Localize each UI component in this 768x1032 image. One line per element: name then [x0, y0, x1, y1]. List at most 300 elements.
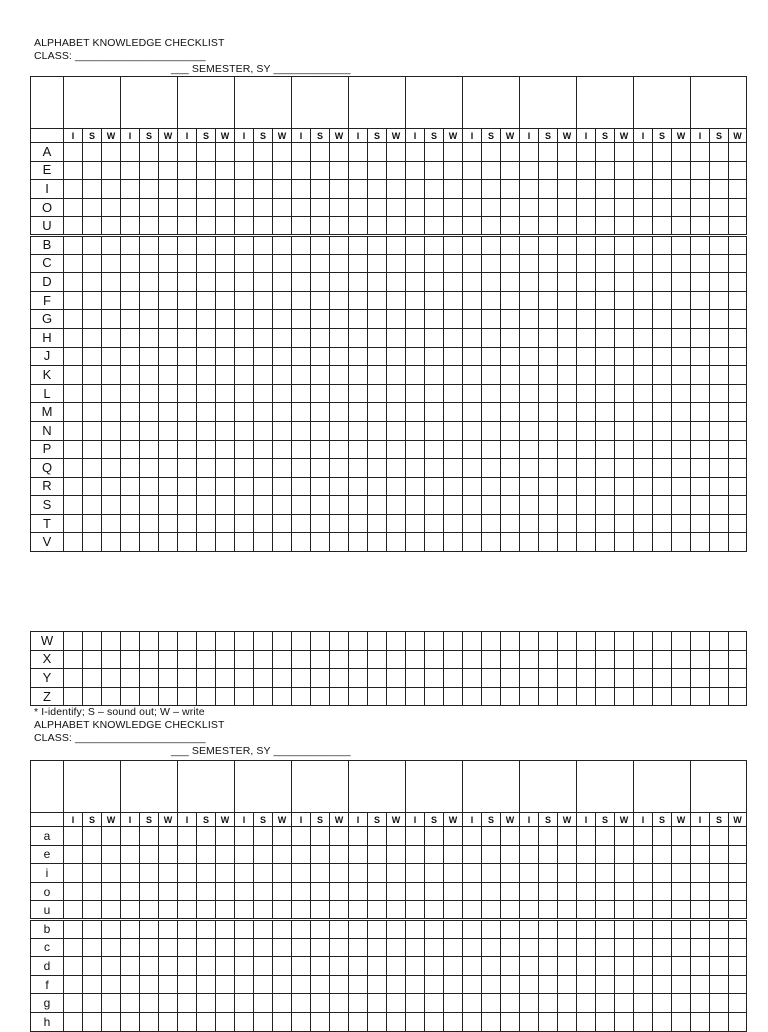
- check-cell: [368, 440, 387, 459]
- check-cell: [463, 366, 482, 385]
- check-cell: [520, 291, 539, 310]
- check-cell: [710, 180, 729, 199]
- check-cell: [387, 347, 406, 366]
- check-cell: [482, 421, 501, 440]
- check-cell: [387, 1012, 406, 1031]
- check-cell: [64, 901, 83, 920]
- check-cell: [387, 366, 406, 385]
- check-cell: [710, 161, 729, 180]
- check-cell: [197, 687, 216, 706]
- check-cell: [64, 310, 83, 329]
- check-cell: [463, 901, 482, 920]
- check-cell: [482, 864, 501, 883]
- check-cell: [634, 403, 653, 422]
- check-cell: [672, 938, 691, 957]
- check-cell: [349, 496, 368, 515]
- check-cell: [273, 217, 292, 236]
- check-cell: [102, 957, 121, 976]
- check-cell: [577, 459, 596, 478]
- check-cell: [653, 533, 672, 552]
- skill-code-header: W: [615, 813, 634, 827]
- check-cell: [729, 254, 747, 273]
- check-cell: [273, 440, 292, 459]
- check-cell: [501, 384, 520, 403]
- check-cell: [653, 864, 672, 883]
- check-cell: [140, 161, 159, 180]
- student-name-cell: [577, 77, 634, 129]
- check-cell: [482, 403, 501, 422]
- corner-cell: [31, 761, 64, 813]
- letter-row: [31, 1012, 747, 1031]
- check-cell: [197, 533, 216, 552]
- check-cell: [463, 235, 482, 254]
- check-cell: [558, 827, 577, 846]
- check-cell: [330, 161, 349, 180]
- check-cell: [691, 198, 710, 217]
- check-cell: [710, 273, 729, 292]
- check-cell: [729, 938, 747, 957]
- check-cell: [596, 994, 615, 1013]
- check-cell: [216, 235, 235, 254]
- check-cell: [292, 440, 311, 459]
- skill-code-header: S: [140, 813, 159, 827]
- check-cell: [178, 919, 197, 938]
- check-cell: [615, 533, 634, 552]
- check-cell: [729, 198, 747, 217]
- skill-code-header: W: [330, 813, 349, 827]
- check-cell: [368, 217, 387, 236]
- check-cell: [406, 310, 425, 329]
- check-cell: [425, 632, 444, 651]
- check-cell: [634, 235, 653, 254]
- check-cell: [729, 235, 747, 254]
- skill-code-header: W: [330, 129, 349, 143]
- check-cell: [235, 514, 254, 533]
- letter-row: [31, 975, 747, 994]
- check-cell: [653, 496, 672, 515]
- check-cell: [254, 827, 273, 846]
- check-cell: [653, 310, 672, 329]
- check-cell: [197, 440, 216, 459]
- check-cell: [520, 687, 539, 706]
- check-cell: [235, 254, 254, 273]
- check-cell: [425, 161, 444, 180]
- check-cell: [330, 143, 349, 162]
- check-cell: [425, 919, 444, 938]
- check-cell: [482, 310, 501, 329]
- check-cell: [349, 366, 368, 385]
- check-cell: [406, 273, 425, 292]
- check-cell: [577, 938, 596, 957]
- check-cell: [501, 273, 520, 292]
- check-cell: [121, 217, 140, 236]
- check-cell: [463, 533, 482, 552]
- check-cell: [387, 882, 406, 901]
- check-cell: [501, 827, 520, 846]
- check-cell: [406, 827, 425, 846]
- check-cell: [672, 687, 691, 706]
- check-cell: [311, 459, 330, 478]
- check-cell: [520, 882, 539, 901]
- check-cell: [482, 901, 501, 920]
- check-cell: [672, 440, 691, 459]
- check-cell: [672, 403, 691, 422]
- check-cell: [482, 632, 501, 651]
- check-cell: [273, 533, 292, 552]
- check-cell: [577, 533, 596, 552]
- skill-code-header: S: [140, 129, 159, 143]
- check-cell: [121, 384, 140, 403]
- check-cell: [159, 827, 178, 846]
- skill-code-header: S: [653, 813, 672, 827]
- check-cell: [178, 217, 197, 236]
- check-cell: [368, 827, 387, 846]
- check-cell: [368, 669, 387, 688]
- check-cell: [444, 827, 463, 846]
- check-cell: [710, 143, 729, 162]
- check-cell: [539, 650, 558, 669]
- check-cell: [425, 901, 444, 920]
- check-cell: [216, 845, 235, 864]
- check-cell: [653, 514, 672, 533]
- check-cell: [596, 669, 615, 688]
- check-cell: [216, 496, 235, 515]
- check-cell: [634, 687, 653, 706]
- letter-row: [31, 919, 747, 938]
- check-cell: [691, 421, 710, 440]
- check-cell: [64, 459, 83, 478]
- check-cell: [387, 477, 406, 496]
- check-cell: [273, 864, 292, 883]
- check-cell: [216, 254, 235, 273]
- check-cell: [235, 669, 254, 688]
- check-cell: [729, 143, 747, 162]
- check-cell: [330, 901, 349, 920]
- check-cell: [577, 632, 596, 651]
- check-cell: [273, 1012, 292, 1031]
- check-cell: [159, 975, 178, 994]
- check-cell: [216, 477, 235, 496]
- skill-code-header: S: [596, 813, 615, 827]
- check-cell: [558, 366, 577, 385]
- check-cell: [482, 514, 501, 533]
- check-cell: [121, 994, 140, 1013]
- check-cell: [672, 459, 691, 478]
- check-cell: [349, 347, 368, 366]
- letter-label: F: [31, 291, 64, 310]
- check-cell: [216, 180, 235, 199]
- check-cell: [235, 901, 254, 920]
- check-cell: [596, 496, 615, 515]
- check-cell: [216, 421, 235, 440]
- check-cell: [140, 533, 159, 552]
- check-cell: [482, 975, 501, 994]
- letter-row: [31, 957, 747, 976]
- letter-row: [31, 310, 747, 329]
- check-cell: [653, 994, 672, 1013]
- check-cell: [368, 632, 387, 651]
- check-cell: [159, 901, 178, 920]
- check-cell: [634, 254, 653, 273]
- check-cell: [387, 403, 406, 422]
- check-cell: [425, 440, 444, 459]
- check-cell: [729, 827, 747, 846]
- check-cell: [558, 198, 577, 217]
- check-cell: [102, 864, 121, 883]
- skill-code-header: S: [596, 129, 615, 143]
- check-cell: [83, 403, 102, 422]
- check-cell: [273, 975, 292, 994]
- check-cell: [121, 477, 140, 496]
- check-cell: [558, 938, 577, 957]
- check-cell: [330, 938, 349, 957]
- check-cell: [691, 273, 710, 292]
- letter-row: [31, 827, 747, 846]
- check-cell: [577, 291, 596, 310]
- check-cell: [406, 650, 425, 669]
- check-cell: [349, 310, 368, 329]
- check-cell: [539, 882, 558, 901]
- check-cell: [368, 477, 387, 496]
- check-cell: [501, 919, 520, 938]
- check-cell: [463, 254, 482, 273]
- check-cell: [64, 882, 83, 901]
- check-cell: [558, 1012, 577, 1031]
- check-cell: [159, 514, 178, 533]
- check-cell: [197, 384, 216, 403]
- check-cell: [558, 901, 577, 920]
- check-cell: [558, 310, 577, 329]
- check-cell: [710, 421, 729, 440]
- check-cell: [368, 975, 387, 994]
- check-cell: [102, 687, 121, 706]
- check-cell: [159, 994, 178, 1013]
- check-cell: [121, 669, 140, 688]
- check-cell: [102, 938, 121, 957]
- check-cell: [254, 328, 273, 347]
- check-cell: [311, 957, 330, 976]
- check-cell: [121, 310, 140, 329]
- check-cell: [254, 366, 273, 385]
- check-cell: [463, 687, 482, 706]
- check-cell: [102, 882, 121, 901]
- check-cell: [273, 384, 292, 403]
- check-cell: [235, 421, 254, 440]
- check-cell: [577, 477, 596, 496]
- check-cell: [653, 273, 672, 292]
- check-cell: [159, 650, 178, 669]
- check-cell: [330, 273, 349, 292]
- check-cell: [615, 366, 634, 385]
- check-cell: [292, 687, 311, 706]
- check-cell: [349, 1012, 368, 1031]
- check-cell: [216, 632, 235, 651]
- check-cell: [64, 403, 83, 422]
- check-cell: [330, 310, 349, 329]
- check-cell: [254, 632, 273, 651]
- check-cell: [83, 864, 102, 883]
- check-cell: [121, 421, 140, 440]
- check-cell: [653, 198, 672, 217]
- check-cell: [577, 161, 596, 180]
- check-cell: [691, 384, 710, 403]
- check-cell: [159, 347, 178, 366]
- check-cell: [653, 328, 672, 347]
- skill-code-header: S: [425, 813, 444, 827]
- check-cell: [349, 687, 368, 706]
- check-cell: [520, 496, 539, 515]
- check-cell: [672, 994, 691, 1013]
- check-cell: [197, 632, 216, 651]
- check-cell: [83, 994, 102, 1013]
- check-cell: [197, 459, 216, 478]
- check-cell: [634, 384, 653, 403]
- check-cell: [349, 421, 368, 440]
- check-cell: [406, 328, 425, 347]
- check-cell: [102, 421, 121, 440]
- check-cell: [83, 440, 102, 459]
- check-cell: [501, 403, 520, 422]
- check-cell: [615, 1012, 634, 1031]
- check-cell: [444, 459, 463, 478]
- check-cell: [729, 403, 747, 422]
- check-cell: [368, 384, 387, 403]
- check-cell: [406, 533, 425, 552]
- student-name-cell: [178, 77, 235, 129]
- check-cell: [140, 384, 159, 403]
- check-cell: [368, 901, 387, 920]
- check-cell: [672, 291, 691, 310]
- check-cell: [444, 496, 463, 515]
- check-cell: [691, 827, 710, 846]
- check-cell: [64, 384, 83, 403]
- check-cell: [710, 975, 729, 994]
- form-title: ALPHABET KNOWLEDGE CHECKLIST: [34, 37, 225, 49]
- check-cell: [577, 366, 596, 385]
- check-cell: [710, 632, 729, 651]
- check-cell: [368, 938, 387, 957]
- check-cell: [425, 650, 444, 669]
- check-cell: [178, 632, 197, 651]
- check-cell: [444, 161, 463, 180]
- check-cell: [596, 254, 615, 273]
- skill-code-header: S: [83, 129, 102, 143]
- check-cell: [501, 235, 520, 254]
- check-cell: [292, 477, 311, 496]
- check-cell: [463, 938, 482, 957]
- check-cell: [121, 273, 140, 292]
- check-cell: [330, 975, 349, 994]
- check-cell: [710, 901, 729, 920]
- check-cell: [729, 384, 747, 403]
- check-cell: [444, 384, 463, 403]
- check-cell: [178, 477, 197, 496]
- check-cell: [64, 217, 83, 236]
- check-cell: [178, 938, 197, 957]
- check-cell: [425, 1012, 444, 1031]
- check-cell: [482, 440, 501, 459]
- check-cell: [444, 143, 463, 162]
- check-cell: [64, 477, 83, 496]
- check-cell: [729, 440, 747, 459]
- check-cell: [729, 882, 747, 901]
- skill-code-header: W: [273, 129, 292, 143]
- skill-code-header: W: [501, 129, 520, 143]
- student-name-cell: [292, 77, 349, 129]
- check-cell: [615, 198, 634, 217]
- student-name-cell: [64, 77, 121, 129]
- check-cell: [729, 477, 747, 496]
- check-cell: [330, 514, 349, 533]
- letter-row: [31, 235, 747, 254]
- check-cell: [140, 273, 159, 292]
- check-cell: [406, 440, 425, 459]
- check-cell: [425, 669, 444, 688]
- check-cell: [482, 650, 501, 669]
- check-cell: [254, 384, 273, 403]
- check-cell: [406, 957, 425, 976]
- check-cell: [596, 143, 615, 162]
- letter-row: [31, 514, 747, 533]
- check-cell: [330, 384, 349, 403]
- check-cell: [596, 938, 615, 957]
- check-cell: [615, 291, 634, 310]
- check-cell: [254, 347, 273, 366]
- letter-row: [31, 632, 747, 651]
- check-cell: [121, 1012, 140, 1031]
- check-cell: [463, 161, 482, 180]
- check-cell: [235, 198, 254, 217]
- check-cell: [102, 180, 121, 199]
- check-cell: [653, 384, 672, 403]
- check-cell: [406, 366, 425, 385]
- check-cell: [83, 687, 102, 706]
- check-cell: [425, 143, 444, 162]
- check-cell: [482, 384, 501, 403]
- check-cell: [653, 180, 672, 199]
- check-cell: [121, 347, 140, 366]
- check-cell: [349, 533, 368, 552]
- check-cell: [520, 669, 539, 688]
- check-cell: [64, 864, 83, 883]
- check-cell: [83, 217, 102, 236]
- check-cell: [140, 669, 159, 688]
- check-cell: [102, 273, 121, 292]
- check-cell: [216, 459, 235, 478]
- check-cell: [83, 496, 102, 515]
- letter-row: [31, 328, 747, 347]
- check-cell: [216, 384, 235, 403]
- check-cell: [482, 533, 501, 552]
- check-cell: [159, 864, 178, 883]
- check-cell: [368, 864, 387, 883]
- check-cell: [729, 459, 747, 478]
- check-cell: [311, 254, 330, 273]
- check-cell: [178, 198, 197, 217]
- check-cell: [216, 1012, 235, 1031]
- letter-row: [31, 669, 747, 688]
- check-cell: [140, 217, 159, 236]
- check-cell: [558, 882, 577, 901]
- check-cell: [539, 938, 558, 957]
- check-cell: [121, 328, 140, 347]
- check-cell: [425, 845, 444, 864]
- check-cell: [463, 328, 482, 347]
- check-cell: [558, 440, 577, 459]
- check-cell: [349, 273, 368, 292]
- check-cell: [83, 347, 102, 366]
- skill-code-header: W: [558, 813, 577, 827]
